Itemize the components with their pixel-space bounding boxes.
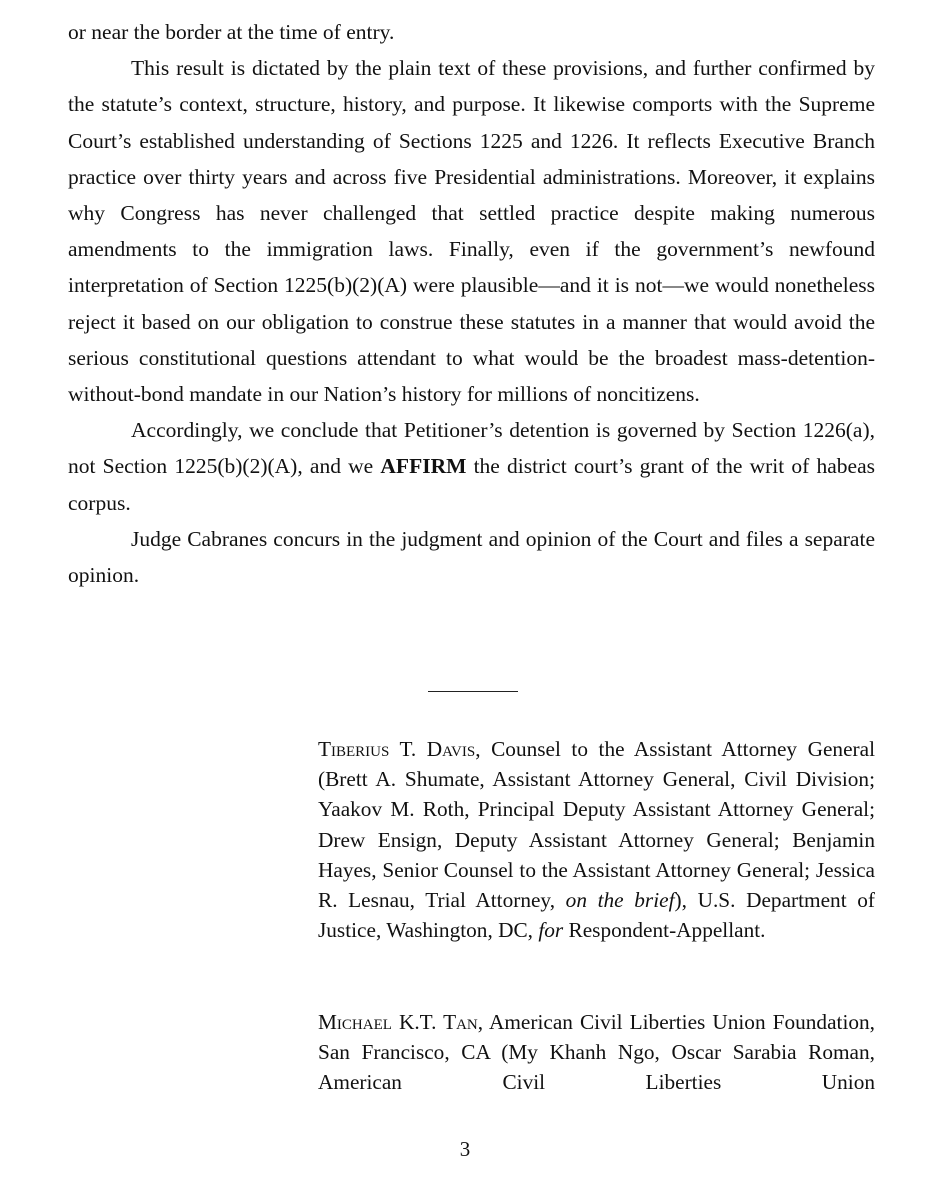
counsel-davis-text-2: ), U.S. Department of Justice, Washington, DC, [318, 888, 876, 943]
counsel-name-tan: Michael K.T. Tan [318, 1010, 478, 1034]
conclusion-text-start: Accordingly, we conclude that Petitioner’s detention is governed by Section 1226(a), not Section 1225(b)(2)(A), and we [68, 418, 875, 479]
opinion-text [68, 14, 875, 593]
paragraph-concurrence: Judge Cabranes concurs in the judgment and opinion of the Court and files a separate opinion. [68, 526, 875, 588]
page-number: 3 [459, 1137, 471, 1161]
counsel-davis-text-3: Respondent-Appellant. [563, 918, 766, 943]
paragraph-continuation: or near the border at the time of entry. [68, 20, 395, 44]
section-divider [428, 691, 518, 692]
counsel-davis-italic-1: on the brief [565, 888, 675, 913]
counsel-tan-text-1: , American Civil Liberties Union Foundation, San Francisco, CA (My Khanh Ngo, Oscar Sarabia Roman, American Civil Liberties Union [318, 1010, 875, 1095]
paragraph-result: This result is dictated by the plain text of these provisions, and further confirmed by the statute’s context, structure, history, and purpose. It likewise comports with the Supreme Court’s established understanding of Sections 1225 and 1226. It reflects Executive Branch practice over thirty years and across five Presidential administrations. Moreover, it explains why Congress has never challenged that settled practice despite making numerous amendments to the immigration laws. Finally, even if the government’s newfound interpretation of Section 1225(b)(2)(A) were plausible—and it is not—we would nonetheless reject it based on our obligation to construe these statutes in a manner that would avoid the serious constitutional questions attendant to what would be the broadest mass-detention-without-bond mandate in our Nation’s history for millions of noncitizens. [68, 56, 875, 407]
affirm-holding: AFFIRM [380, 454, 467, 479]
counsel-davis-text-1: , Counsel to the Assistant Attorney General (Brett A. Shumate, Assistant Attorney General, Civil Division; Yaakov M. Roth, Principal Deputy Assistant Attorney General; Drew Ensign, Deputy Assistant Attorney General; Benjamin Hayes, Senior Counsel to the Assistant Attorney General; Jessica R. Lesnau, Trial Attorney, [318, 737, 875, 913]
counsel-petitioner [318, 1007, 875, 1098]
paragraph-conclusion [68, 412, 875, 521]
counsel-davis-italic-2: for [538, 918, 564, 943]
conclusion-text-end: the district court’s grant of the writ of habeas corpus. [68, 454, 876, 515]
counsel-name-davis: Tiberius T. Davis [318, 737, 476, 761]
counsel-respondent [318, 734, 875, 945]
